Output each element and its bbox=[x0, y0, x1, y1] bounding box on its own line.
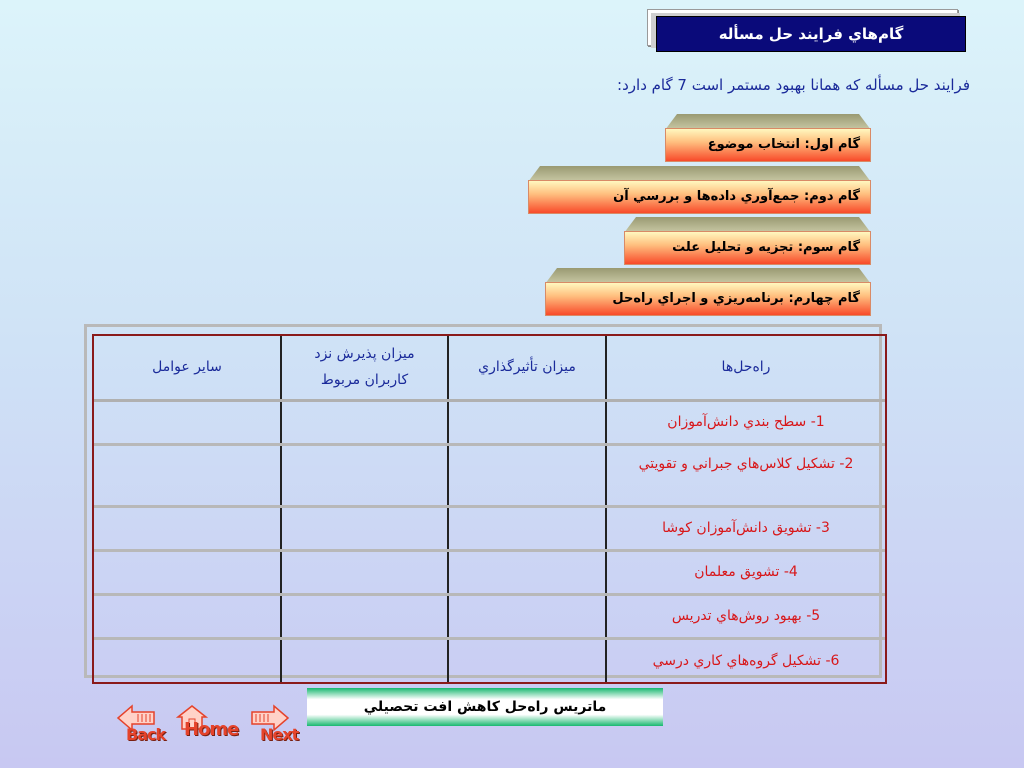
row-4-acceptance bbox=[281, 550, 448, 594]
row-2-acceptance bbox=[281, 444, 448, 506]
row-6-acceptance bbox=[281, 638, 448, 682]
table-row bbox=[94, 550, 885, 594]
step-2-label: گام دوم: جمع‌آوري داده‌ها و بررسي آن bbox=[528, 180, 871, 214]
row-1-impact bbox=[448, 400, 606, 444]
matrix-caption: ماتريس راه‌حل كاهش افت تحصيلي bbox=[307, 688, 663, 726]
step-2-bar bbox=[528, 166, 871, 214]
next-button[interactable] bbox=[250, 704, 308, 744]
row-6-impact bbox=[448, 638, 606, 682]
home-label: Home bbox=[184, 719, 239, 740]
step-3-bar bbox=[624, 217, 871, 265]
back-label: Back bbox=[126, 725, 166, 744]
row-5-acceptance bbox=[281, 594, 448, 638]
row-3-solution: 3- تشويق دانش‌آموزان كوشا bbox=[606, 506, 885, 550]
matrix-header-row bbox=[94, 336, 885, 400]
row-2-solution bbox=[606, 444, 885, 506]
header-acceptance-label: ميزان پذيرش نزد كاربران مربوط bbox=[314, 346, 415, 389]
back-button[interactable] bbox=[114, 704, 172, 744]
table-row bbox=[94, 594, 885, 638]
row-6-solution: 6- تشكيل گروه‌هاي كاري درسي bbox=[606, 638, 885, 682]
header-impact: ميزان تأثيرگذاري bbox=[448, 336, 606, 400]
row-6-other bbox=[94, 638, 281, 682]
row-5-impact bbox=[448, 594, 606, 638]
row-2-other bbox=[94, 444, 281, 506]
row-2-solution-label: 2- تشكيل كلاس‌هاي جبراني و تقويتي bbox=[638, 455, 854, 472]
table-row bbox=[94, 444, 885, 506]
table-row bbox=[94, 638, 885, 682]
table-row bbox=[94, 506, 885, 550]
row-3-impact bbox=[448, 506, 606, 550]
row-4-solution: 4- تشويق معلمان bbox=[606, 550, 885, 594]
row-3-other bbox=[94, 506, 281, 550]
step-1-label: گام اول: انتخاب موضوع bbox=[665, 128, 871, 162]
header-solutions: راه‌حل‌ها bbox=[606, 336, 885, 400]
row-1-solution: 1- سطح بندي دانش‌آموزان bbox=[606, 400, 885, 444]
row-4-impact bbox=[448, 550, 606, 594]
step-3-label: گام سوم: تجزيه و تحليل علت bbox=[624, 231, 871, 265]
step-1-bar bbox=[665, 114, 871, 162]
row-3-acceptance bbox=[281, 506, 448, 550]
row-4-other bbox=[94, 550, 281, 594]
row-1-acceptance bbox=[281, 400, 448, 444]
matrix-table bbox=[94, 336, 885, 682]
header-acceptance bbox=[281, 336, 448, 400]
solution-matrix bbox=[84, 324, 888, 684]
slide-title: گام‌هاي فرايند حل مسأله bbox=[656, 16, 966, 52]
row-1-other bbox=[94, 400, 281, 444]
intro-text: فرايند حل مسأله كه همانا بهبود مستمر است 7 گام دارد: bbox=[617, 76, 970, 94]
step-4-bar bbox=[545, 268, 871, 316]
table-row bbox=[94, 400, 885, 444]
header-other: ساير عوامل bbox=[152, 359, 222, 376]
home-button[interactable] bbox=[176, 704, 248, 744]
row-5-solution: 5- بهبود روش‌هاي تدريس bbox=[606, 594, 885, 638]
row-5-other bbox=[94, 594, 281, 638]
step-4-label: گام چهارم: برنامه‌ريزي و اجراي راه‌حل bbox=[545, 282, 871, 316]
next-label: Next bbox=[260, 725, 299, 744]
row-2-impact bbox=[448, 444, 606, 506]
